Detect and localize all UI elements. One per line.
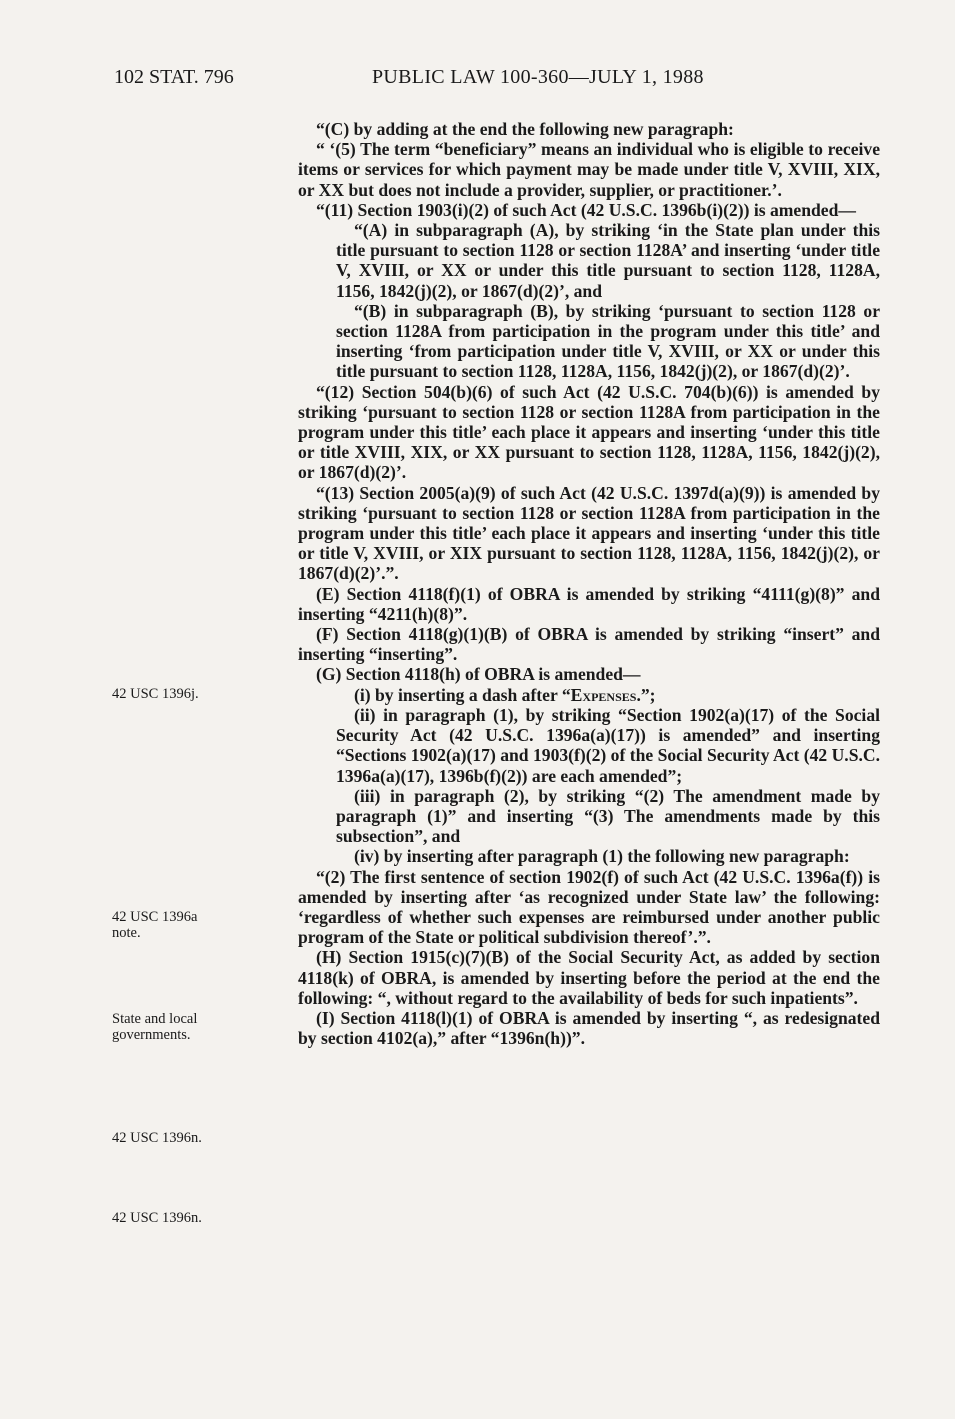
paragraph-c-adding: “(C) by adding at the end the following new paragraph: [316, 119, 734, 139]
margin-note-1396n-second: 42 USC 1396n. [112, 1210, 202, 1226]
stat-reference: 102 STAT. 796 [114, 66, 234, 88]
paragraph-i: (I) Section 4118(l)(1) of OBRA is amended by inserting “, as redesignated by section 4102(a),” after “1396n(h))”. [298, 1007, 880, 1049]
paragraph-g: (G) Section 4118(h) of OBRA is amended— [316, 664, 641, 685]
running-title: PUBLIC LAW 100-360—JULY 1, 1988 [372, 66, 704, 88]
paragraph-f: (F) Section 4118(g)(1)(B) of OBRA is amended by striking “insert” and inserting “inserting”. [298, 624, 880, 665]
margin-note-state-local: State and local governments. [112, 1011, 198, 1043]
paragraph-e: (E) Section 4118(f)(1) of OBRA is amended by striking “4111(g)(8)” and inserting “4211(h)(8)”. [298, 583, 880, 624]
clause-g-iii: (iii) in paragraph (2), by striking “(2) The amendment made by paragraph (1)” and inserting “(3) The amendments made by this subsection”, and [336, 785, 880, 847]
clause-g-iv: (iv) by inserting after paragraph (1) the following new paragraph: [354, 846, 850, 867]
paragraph-inserted-2: “(2) The first sentence of section 1902(f) of such Act (42 U.S.C. 1396a(f)) is amended by inserting after ‘as recognized under State law’ the following: ‘regardless of whether such expenses are reimbursed under another public program of the State or political subdivision thereof’.”. [298, 866, 880, 948]
body-text [298, 119, 880, 1048]
page-header [0, 66, 955, 92]
margin-note-1396j: 42 USC 1396j. [112, 686, 199, 702]
margin-note-1396a: 42 USC 1396a note. [112, 909, 198, 941]
subparagraph-11-a: “(A) in subparagraph (A), by striking ‘in the State plan under this title pursuant to section 1128 or section 1128A’ and inserting ‘under title V, XVIII, or XX or under this title pursuant to section 1128, 1128A, 1156, 1842(j)(2), or 1867(d)(2)’, and [336, 220, 880, 301]
paragraph-11: “(11) Section 1903(i)(2) of such Act (42 U.S.C. 1396b(i)(2)) is amended— [316, 199, 856, 220]
clause-g-ii: (ii) in paragraph (1), by striking “Section 1902(a)(17) of the Social Security Act (42 U.S.C. 1396a(a)(17)) is amended” and inserting “Sections 1902(a)(17) and 1903(f)(2) of the Social Security Act (42 U.S.C. 1396a(a)(17), 1396b(f)(2)) are each amended”; [336, 704, 880, 786]
paragraph-beneficiary-definition: “ ‘(5) The term “beneficiary” means an individual who is eligible to receive items or services for which payment may be made under title V, XVIII, XIX, or XX but does not include a provider, supplier, or practitioner.’. [298, 139, 880, 200]
paragraph-13: “(13) Section 2005(a)(9) of such Act (42 U.S.C. 1397d(a)(9)) is amended by striking ‘pursuant to section 1128 or section 1128A from participation in the program under this title’ each place it appears and inserting ‘under this title or title V, XVIII, or XIX pursuant to section 1128, 1128A, 1156, 1842(j)(2), or 1867(d)(2)’.”. [298, 482, 880, 584]
subparagraph-11-b: “(B) in subparagraph (B), by striking ‘pursuant to section 1128 or section 1128A from participation in the program under this title’ and inserting ‘from participation under title V, XVIII, or XX or under this title pursuant to section 1128, 1128A, 1156, 1842(j)(2), or 1867(d)(2)’. [336, 300, 880, 382]
clause-g-i: (i) by inserting a dash after “Expenses.”; [354, 684, 656, 705]
paragraph-12: “(12) Section 504(b)(6) of such Act (42 U.S.C. 704(b)(6)) is amended by striking ‘pursuant to section 1128 or section 1128A from participation in the program under this title’ each place it appears and inserting ‘under this title or title XVIII, XIX, or XX pursuant to section 1128, 1128A, 1156, 1842(j)(2), or 1867(d)(2)’. [298, 381, 880, 483]
margin-note-1396n-first: 42 USC 1396n. [112, 1130, 202, 1146]
paragraph-h: (H) Section 1915(c)(7)(B) of the Social Security Act, as added by section 4118(k) of OBRA, is amended by inserting before the period at the end the following: “, without regard to the availability of beds for such inpatients”. [298, 947, 880, 1008]
